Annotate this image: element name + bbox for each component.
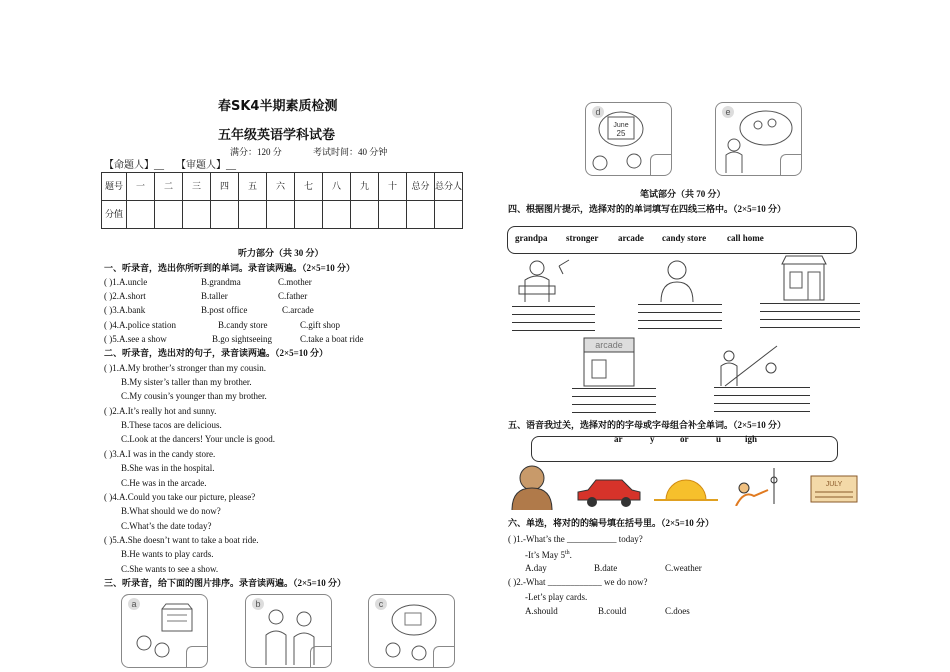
s6-q1-reply-text: -It’s May 5 [525, 550, 565, 560]
score-cell: 八 [323, 173, 351, 201]
writing-heading: 笔试部分（共 70 分） [640, 189, 726, 199]
s6-q2-reply: -Let’s play cards. [525, 592, 588, 602]
score-cell: 分值 [102, 201, 127, 229]
writing-line[interactable] [512, 306, 595, 307]
s6-q1-stem: ( )1.-What’s the ___________ today? [508, 534, 643, 544]
section-2-title: 二、听录音，选出对的句子，录音读两遍。（2×5=10 分） [104, 348, 329, 358]
calendar-month: June [613, 122, 629, 129]
word-bank-item: arcade [618, 233, 644, 243]
score-input-cell[interactable] [435, 201, 463, 229]
score-input-cell[interactable] [127, 201, 155, 229]
score-cell: 五 [239, 173, 267, 201]
s2-q1-b: B.My sister’s taller than my brother. [121, 377, 252, 387]
picture-card-a [121, 594, 208, 668]
writing-line[interactable] [638, 304, 722, 305]
score-cell: 二 [155, 173, 183, 201]
section-6-title: 六、单选，将对的的编号填在括号里。（2×5=10 分） [508, 518, 715, 528]
score-input-cell[interactable] [351, 201, 379, 229]
score-table-header-row [102, 173, 463, 201]
arcade-sign: arcade [595, 340, 623, 350]
calendar-picture [807, 472, 861, 504]
letter-option: ar [614, 434, 623, 444]
writing-line[interactable] [572, 388, 656, 389]
exam-title: 春SK4半期素质检测 [218, 99, 338, 114]
card-label: a [128, 598, 140, 610]
picture-card-d [585, 102, 672, 176]
score-cell: 一 [127, 173, 155, 201]
s6-q1-b: B.date [594, 563, 618, 573]
s2-q2-b: B.These tacos are delicious. [121, 420, 222, 430]
score-cell: 总分 [407, 173, 435, 201]
s2-q2-c: C.Look at the dancers! Your uncle is good. [121, 434, 275, 444]
s6-q1-a: A.day [525, 563, 547, 573]
candy-store-illustration [780, 254, 828, 302]
card-label: e [722, 106, 734, 118]
score-cell: 题号 [102, 173, 127, 201]
s1-q4: ( )4.A.police station [104, 320, 176, 330]
s1-q3-c: C.arcade [282, 305, 314, 315]
s6-q1-reply-end: . [569, 550, 572, 560]
section-4-title: 四、根据图片提示，选择对的的单词填写在四线三格中。（2×5=10 分） [508, 204, 787, 214]
stronger-illustration [715, 344, 783, 388]
score-cell: 九 [351, 173, 379, 201]
letter-option: u [716, 434, 722, 444]
s1-q1-c: C.mother [278, 277, 312, 287]
s2-q5-a: ( )5.A.She doesn’t want to take a boat ride. [104, 535, 259, 545]
word-bank-item: stronger [566, 233, 599, 243]
section-1-title: 一、听录音，选出你所听到的单词。录音读两遍。（2×5=10 分） [104, 263, 356, 273]
s1-q4-b: B.candy store [218, 320, 268, 330]
score-cell: 四 [211, 173, 239, 201]
car-picture [574, 476, 644, 508]
letter-option: igh [745, 434, 758, 444]
score-input-cell[interactable] [211, 201, 239, 229]
letter-option: y [650, 434, 655, 444]
s2-q3-c: C.He was in the arcade. [121, 478, 207, 488]
s1-q5: ( )5.A.see a show [104, 334, 167, 344]
s2-q1-c: C.My cousin’s younger than my brother. [121, 391, 267, 401]
tower-sightseeing-picture [732, 466, 788, 506]
score-input-cell[interactable] [155, 201, 183, 229]
setter-label: 【命题人】__ [104, 160, 164, 171]
picture-card-c [368, 594, 455, 668]
writing-line[interactable] [714, 387, 810, 388]
score-input-cell[interactable] [183, 201, 211, 229]
s2-q5-c: C.She wants to see a show. [121, 564, 219, 574]
s1-q5-b: B.go sightseeing [212, 334, 272, 344]
exam-subtitle: 五年级英语学科试卷 [218, 128, 336, 143]
calendar-month-label: JULY [825, 481, 843, 488]
listening-heading: 听力部分（共 30 分） [238, 248, 324, 258]
score-cell: 三 [183, 173, 211, 201]
score-table [101, 172, 463, 229]
arcade-illustration [578, 336, 638, 388]
s6-q1-c: C.weather [665, 563, 702, 573]
score-cell: 七 [295, 173, 323, 201]
word-bank-item: candy store [662, 233, 707, 243]
picture-card-e [715, 102, 802, 176]
s2-q1-a: ( )1.A.My brother’s stronger than my cousin. [104, 363, 267, 373]
calendar-day: 25 [616, 129, 626, 138]
section-5-title: 五、语音我过关，选择对的的字母或字母组合补全单词。（2×5=10 分） [508, 420, 787, 430]
reviewer-label: 【审题人】__ [176, 160, 236, 171]
letter-option: or [680, 434, 689, 444]
s1-q2-b: B.taller [201, 291, 228, 301]
s2-q4-a: ( )4.A.Could you take our picture, please? [104, 492, 256, 502]
card-label: b [252, 598, 264, 610]
card-label: d [592, 106, 604, 118]
s1-q5-c: C.take a boat ride [300, 334, 364, 344]
picture-card-b [245, 594, 332, 668]
score-cell: 十 [379, 173, 407, 201]
word-bank-item: grandpa [515, 233, 548, 243]
s6-q1-reply-sup: th [565, 550, 570, 556]
sunset-picture [654, 474, 718, 504]
score-input-cell[interactable] [407, 201, 435, 229]
exam-time: 考试时间：40 分钟 [313, 147, 388, 157]
calling-home-illustration [515, 256, 575, 304]
s1-q4-c: C.gift shop [300, 320, 341, 330]
card-label: c [375, 598, 387, 610]
s1-q2: ( )2.A.short [104, 291, 146, 301]
writing-line[interactable] [760, 303, 860, 304]
s1-q1: ( )1.A.uncle [104, 277, 148, 287]
s1-q3-b: B.post office [201, 305, 248, 315]
s2-q2-a: ( )2.A.It’s really hot and sunny. [104, 406, 217, 416]
s6-q2-a: A.should [525, 606, 558, 616]
s2-q5-b: B.He wants to play cards. [121, 549, 214, 559]
score-input-cell[interactable] [379, 201, 407, 229]
full-score: 满分：120 分 [230, 147, 282, 157]
score-table-value-row [102, 201, 463, 229]
man-face-picture [510, 462, 554, 510]
s2-q4-b: B.What should we do now? [121, 506, 221, 516]
s2-q4-c: C.What’s the date today? [121, 521, 212, 531]
score-cell: 六 [267, 173, 295, 201]
s1-q2-c: C.father [278, 291, 308, 301]
s1-q3: ( )3.A.bank [104, 305, 146, 315]
s6-q2-b: B.could [598, 606, 627, 616]
score-input-cell[interactable] [323, 201, 351, 229]
s1-q1-b: B.grandma [201, 277, 241, 287]
s2-q3-b: B.She was in the hospital. [121, 463, 215, 473]
score-cell: 总分人 [435, 173, 463, 201]
score-input-cell[interactable] [295, 201, 323, 229]
s6-q2-c: C.does [665, 606, 690, 616]
score-input-cell[interactable] [239, 201, 267, 229]
grandpa-illustration [655, 256, 699, 302]
s2-q3-a: ( )3.A.I was in the candy store. [104, 449, 216, 459]
s6-q1-reply [525, 548, 572, 561]
word-bank-item: call home [727, 233, 764, 243]
score-input-cell[interactable] [267, 201, 295, 229]
section-3-title: 三、听录音，给下面的图片排序。录音读两遍。（2×5=10 分） [104, 578, 347, 588]
s6-q2-stem: ( )2.-What ____________ we do now? [508, 577, 648, 587]
